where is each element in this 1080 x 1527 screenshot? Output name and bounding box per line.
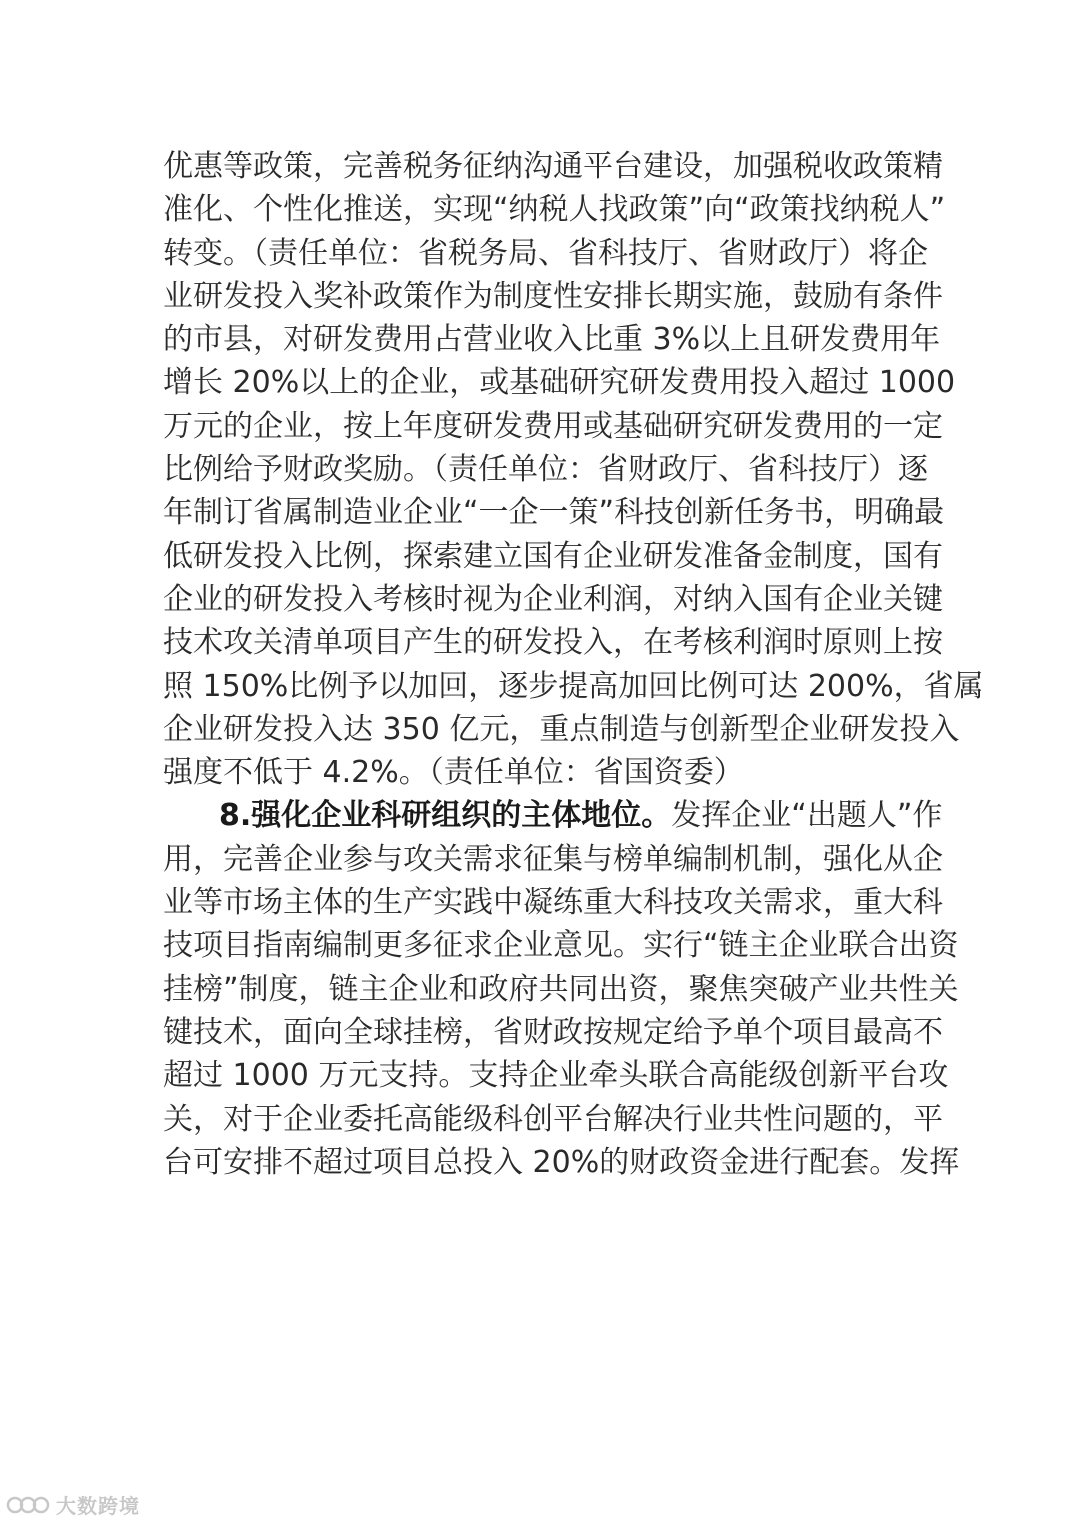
text-line: 企业研发投入达 350 亿元，重点制造与创新型企业研发投入 <box>163 711 960 747</box>
text-line: 万元的企业，按上年度研发费用或基础研究研发费用的一定 <box>163 408 943 444</box>
text-line: 超过 1000 万元支持。支持企业牵头联合高能级创新平台攻 <box>163 1058 949 1094</box>
paragraph-tax-and-rd-policy <box>163 145 984 794</box>
text-line: 照 150%比例予以加回，逐步提高加回比例可达 200%，省属 <box>163 668 984 704</box>
text-line: 增长 20%以上的企业，或基础研究研发费用投入超过 1000 <box>163 365 956 401</box>
text-line: 准化、个性化推送，实现“纳税人找政策”向“政策找纳税人” <box>163 192 946 228</box>
watermark-text: 大数跨境 <box>56 1494 140 1518</box>
section-heading: 8.强化企业科研组织的主体地位。 <box>219 798 672 834</box>
text-line: 比例给予财政奖励。（责任单位：省财政厅、省科技厅）逐 <box>163 452 928 488</box>
text-line: 低研发投入比例，探索建立国有企业研发准备金制度，国有 <box>163 538 943 574</box>
text-line: 关，对于企业委托高能级科创平台解决行业共性问题的，平 <box>163 1101 943 1137</box>
text-line: 技项目指南编制更多征求企业意见。实行“链主企业联合出资 <box>163 928 959 964</box>
text-line: 用，完善企业参与攻关需求征集与榜单编制机制，强化从企 <box>163 841 943 877</box>
text-line: 业等市场主体的生产实践中凝练重大科技攻关需求，重大科 <box>163 885 943 921</box>
text-line: 键技术，面向全球挂榜，省财政按规定给予单个项目最高不 <box>163 1014 943 1050</box>
text-line: 业研发投入奖补政策作为制度性安排长期实施，鼓励有条件 <box>163 278 943 314</box>
text-line: 年制订省属制造业企业“一企一策”科技创新任务书，明确最 <box>163 495 945 531</box>
dashuju-logo-icon <box>6 1492 50 1518</box>
watermark <box>6 1490 140 1519</box>
text-line: 优惠等政策，完善税务征纳沟通平台建设，加强税收政策精 <box>163 149 943 184</box>
text-line: 企业的研发投入考核时视为企业利润，对纳入国有企业关键 <box>163 581 943 617</box>
text-line: 的市县，对研发费用占营业收入比重 3%以上且研发费用年 <box>163 322 941 358</box>
document-body <box>163 145 984 1184</box>
text-line: 强度不低于 4.2%。（责任单位：省国资委） <box>163 755 744 791</box>
text-line: 转变。（责任单位：省税务局、省科技厅、省财政厅）将企 <box>163 235 928 271</box>
text-line: 台可安排不超过项目总投入 20%的财政资金进行配套。发挥 <box>163 1144 960 1180</box>
section-heading-line <box>163 794 943 837</box>
text-span: 发挥企业“出题人”作 <box>671 798 943 834</box>
text-line: 挂榜”制度，链主企业和政府共同出资，聚焦突破产业共性关 <box>163 971 959 1007</box>
text-line: 技术攻关清单项目产生的研发投入，在考核利润时原则上按 <box>163 625 943 661</box>
paragraph-enterprise-research-role <box>163 794 960 1184</box>
